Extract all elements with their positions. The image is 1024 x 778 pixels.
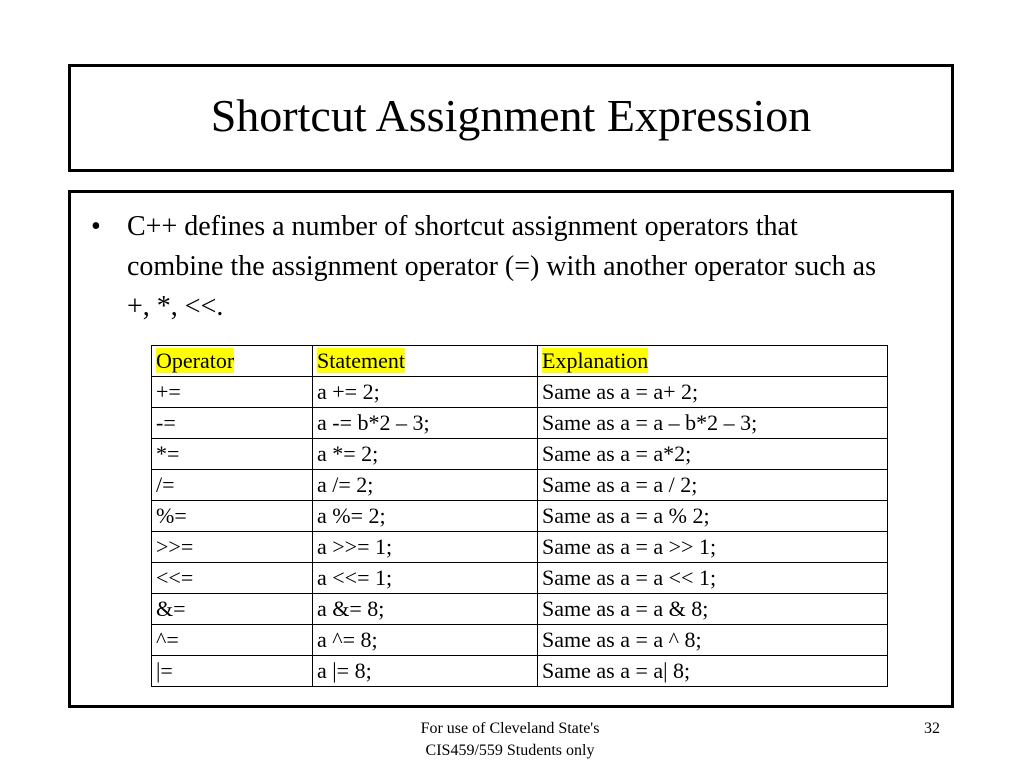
explanation-cell: Same as a = a*2; xyxy=(538,439,888,470)
table-row xyxy=(152,501,888,532)
operator-cell: ^= xyxy=(152,625,313,656)
header-cell xyxy=(152,346,313,377)
footer-line-1: For use of Cleveland State's xyxy=(420,720,600,737)
footer-line-2: CIS459/559 Students only xyxy=(425,742,595,759)
operator-cell: |= xyxy=(152,656,313,687)
operator-cell: <<= xyxy=(152,563,313,594)
operator-cell: /= xyxy=(152,470,313,501)
statement-cell: a /= 2; xyxy=(313,470,538,501)
statement-cell: a <<= 1; xyxy=(313,563,538,594)
bullet-item xyxy=(91,207,911,327)
statement-cell: a &= 8; xyxy=(313,594,538,625)
statement-cell: a += 2; xyxy=(313,377,538,408)
table-header-row xyxy=(152,346,888,377)
explanation-cell: Same as a = a >> 1; xyxy=(538,532,888,563)
operator-cell: &= xyxy=(152,594,313,625)
table-row xyxy=(152,594,888,625)
explanation-cell: Same as a = a % 2; xyxy=(538,501,888,532)
explanation-cell: Same as a = a| 8; xyxy=(538,656,888,687)
operator-cell: *= xyxy=(152,439,313,470)
table-row xyxy=(152,470,888,501)
explanation-cell: Same as a = a – b*2 – 3; xyxy=(538,408,888,439)
slide-title: Shortcut Assignment Expression xyxy=(210,90,812,141)
explanation-cell: Same as a = a ^ 8; xyxy=(538,625,888,656)
header-cell xyxy=(313,346,538,377)
operator-cell: >>= xyxy=(152,532,313,563)
table-row xyxy=(152,408,888,439)
statement-cell: a ^= 8; xyxy=(313,625,538,656)
operators-table xyxy=(151,345,888,687)
operator-cell: -= xyxy=(152,408,313,439)
header-operator: Operator xyxy=(156,348,235,373)
statement-cell: a %= 2; xyxy=(313,501,538,532)
table-row xyxy=(152,439,888,470)
footer-note xyxy=(340,718,680,762)
explanation-cell: Same as a = a+ 2; xyxy=(538,377,888,408)
page-number: 32 xyxy=(924,720,940,737)
header-statement: Statement xyxy=(317,348,405,373)
header-explanation: Explanation xyxy=(542,348,649,373)
statement-cell: a *= 2; xyxy=(313,439,538,470)
operator-cell: %= xyxy=(152,501,313,532)
explanation-cell: Same as a = a / 2; xyxy=(538,470,888,501)
statement-cell: a |= 8; xyxy=(313,656,538,687)
operator-cell: += xyxy=(152,377,313,408)
explanation-cell: Same as a = a & 8; xyxy=(538,594,888,625)
content-box xyxy=(68,190,954,708)
statement-cell: a -= b*2 – 3; xyxy=(313,408,538,439)
bullet-icon: • xyxy=(91,211,101,242)
statement-cell: a >>= 1; xyxy=(313,532,538,563)
table-row xyxy=(152,532,888,563)
title-box xyxy=(68,64,954,172)
table-row xyxy=(152,377,888,408)
bullet-text: C++ defines a number of shortcut assignment operators that combine the assignment operator (=) with another operator such as +, *, <<. xyxy=(127,211,876,322)
table-row xyxy=(152,563,888,594)
table-row xyxy=(152,656,888,687)
table-row xyxy=(152,625,888,656)
explanation-cell: Same as a = a << 1; xyxy=(538,563,888,594)
header-cell xyxy=(538,346,888,377)
